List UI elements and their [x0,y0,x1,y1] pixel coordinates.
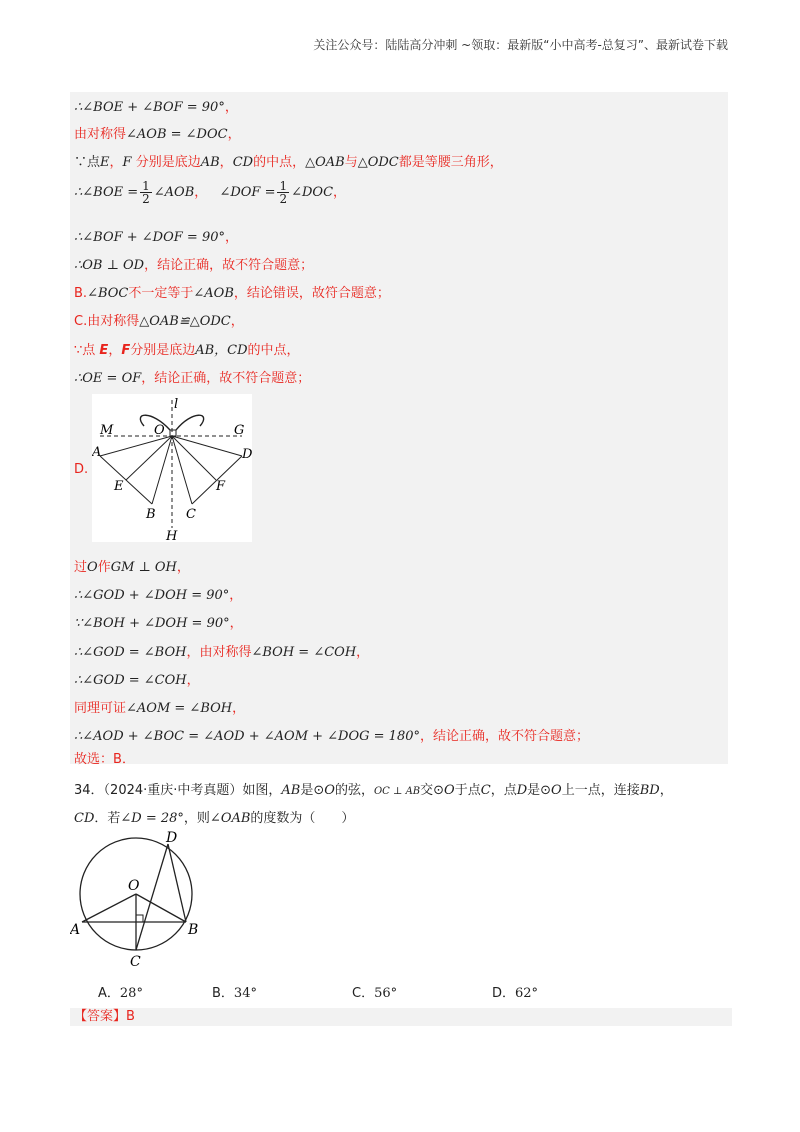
fraction-half-1: $\frac{1}{2}$ [142,179,150,206]
question-34: 34．（2024·重庆·中考真题）如图，AB是⊙O的弦，OC ⊥ AB交⊙O于点C，点D是⊙O上一点，连接BD， CD．若∠D = 28°，则∠OAB的度数为（ ） [74,783,673,826]
page-header: 关注公众号：陆陆高分冲刺 ~领取：最新版“小中高考-总复习”、最新试卷下载 [313,38,728,52]
figure-label-o: O [154,423,165,438]
figure-symmetry-diagram [92,394,252,542]
option-a[interactable]: A．28° [98,986,143,1001]
solution-line-17: ∴∠AOD + ∠BOC = ∠AOD + ∠AOM + ∠DOG = 180°，结论正确，故不符合题意； [74,729,590,744]
solution-line-10: ∴OE = OF，结论正确，故不符合题意； [74,371,311,386]
option-d-label: D. [74,462,89,477]
answer-bar: 【答案】B [70,1008,732,1026]
option-c[interactable]: C．56° [352,986,398,1001]
figure-label-e: E [114,479,124,494]
figure-label-m: M [100,423,114,438]
figure-label-a: A [92,445,102,460]
figure-label-b: B [146,507,156,522]
figure-symmetry-svg [92,394,252,542]
solution-line-15: ∴∠GOD = ∠COH， [74,673,200,688]
circle-label-c: C [130,954,141,970]
circle-label-d: D [166,830,178,846]
solution-line-16: 同理可证∠AOM = ∠BOH， [74,701,246,716]
figure-label-l: l [174,397,179,412]
solution-line-7: B.∠BOC不一定等于∠AOB，结论错误，故符合题意； [74,286,390,301]
solution-line-3: ∵点E，F 分别是底边AB，CD的中点，△OAB与△ODC都是等腰三角形， [74,155,503,170]
solution-line-11: 过O作GM ⊥ OH， [74,560,190,575]
solution-line-8: C.由对称得△OAB≌△ODC， [74,314,244,329]
solution-line-13: ∵∠BOH + ∠DOH = 90°， [74,616,243,631]
solution-line-9: ∵点 E，F分别是底边AB，CD的中点， [74,343,300,358]
figure-label-c: C [186,507,196,522]
figure-label-d: D [242,447,252,462]
option-d[interactable]: D．62° [492,986,539,1001]
figure-label-f: F [216,479,226,494]
fraction-half-2: $\frac{1}{2}$ [279,179,288,206]
solution-line-1: ∴∠BOE + ∠BOF = 90°， [74,100,238,115]
circle-label-a: A [70,922,81,938]
circle-label-o: O [128,878,140,894]
solution-line-18: 故选：B． [74,752,135,767]
figure-label-h: H [166,529,178,542]
option-b[interactable]: B．34° [212,986,257,1001]
solution-line-4: ∴∠BOE = $\frac{1}{2}$ ∠AOB， ∠DOF = $\frac{1}{2}$ ∠DOC， [74,179,347,206]
figure-circle-svg [70,830,210,970]
figure-circle-diagram [70,830,210,970]
solution-line-6: ∴OB ⊥ OD，结论正确，故不符合题意； [74,258,314,273]
solution-line-14: ∴∠GOD = ∠BOH，由对称得∠BOH = ∠COH， [74,645,370,660]
circle-label-b: B [188,922,199,938]
solution-line-12: ∴∠GOD + ∠DOH = 90°， [74,588,243,603]
solution-line-2: 由对称得∠AOB = ∠DOC， [74,127,241,142]
figure-label-g: G [234,423,245,438]
solution-line-5: ∴∠BOF + ∠DOF = 90°， [74,230,239,245]
